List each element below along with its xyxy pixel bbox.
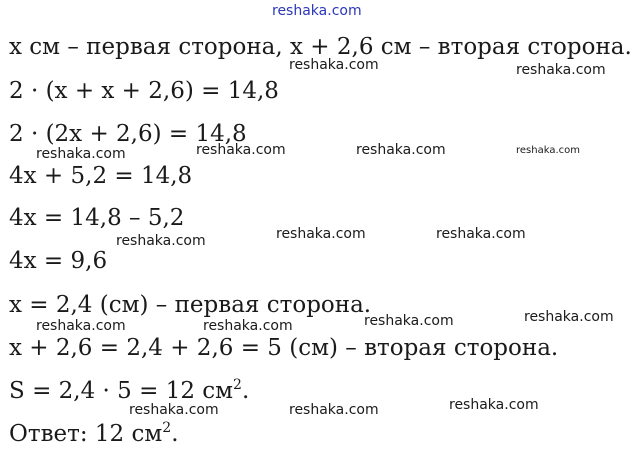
answer-line: [9, 420, 179, 447]
watermark: reshaka.com: [436, 226, 526, 242]
watermark: reshaka.com: [129, 402, 219, 418]
solution-line-6: 4x = 9,6: [9, 248, 108, 274]
watermark: reshaka.com: [36, 318, 126, 334]
solution-line-3: 2 · (2x + 2,6) = 14,8: [9, 121, 247, 147]
area-formula: S = 2,4 · 5 = 12 см: [9, 378, 234, 404]
solution-line-7: x = 2,4 (см) – первая сторона.: [9, 292, 372, 318]
answer-text: Ответ: 12 см: [9, 421, 163, 447]
watermark: reshaka.com: [116, 233, 206, 249]
solution-line-8: x + 2,6 = 2,4 + 2,6 = 5 (см) – вторая сторона.: [9, 335, 559, 361]
watermark: reshaka.com: [289, 57, 379, 73]
watermark: reshaka.com: [36, 146, 126, 162]
solution-line-2: 2 · (x + x + 2,6) = 14,8: [9, 78, 279, 104]
answer-exponent: 2: [162, 420, 172, 436]
watermark: reshaka.com: [516, 145, 580, 156]
watermark: reshaka.com: [516, 62, 606, 78]
area-line: [9, 377, 250, 404]
watermark: reshaka.com: [524, 309, 614, 325]
answer-period: .: [171, 421, 179, 447]
solution-line-1: x см – первая сторона, x + 2,6 см – вторая сторона.: [9, 34, 632, 60]
solution-line-5: 4x = 14,8 – 5,2: [9, 205, 185, 231]
watermark: reshaka.com: [203, 318, 293, 334]
solution-line-4: 4x + 5,2 = 14,8: [9, 163, 193, 189]
watermark: reshaka.com: [364, 313, 454, 329]
area-exponent: 2: [233, 377, 242, 393]
area-period: .: [241, 378, 250, 404]
watermark: reshaka.com: [356, 142, 446, 158]
site-watermark-top: reshaka.com: [272, 3, 362, 19]
watermark: reshaka.com: [289, 402, 379, 418]
watermark: reshaka.com: [449, 397, 539, 413]
watermark: reshaka.com: [276, 226, 366, 242]
watermark: reshaka.com: [196, 142, 286, 158]
